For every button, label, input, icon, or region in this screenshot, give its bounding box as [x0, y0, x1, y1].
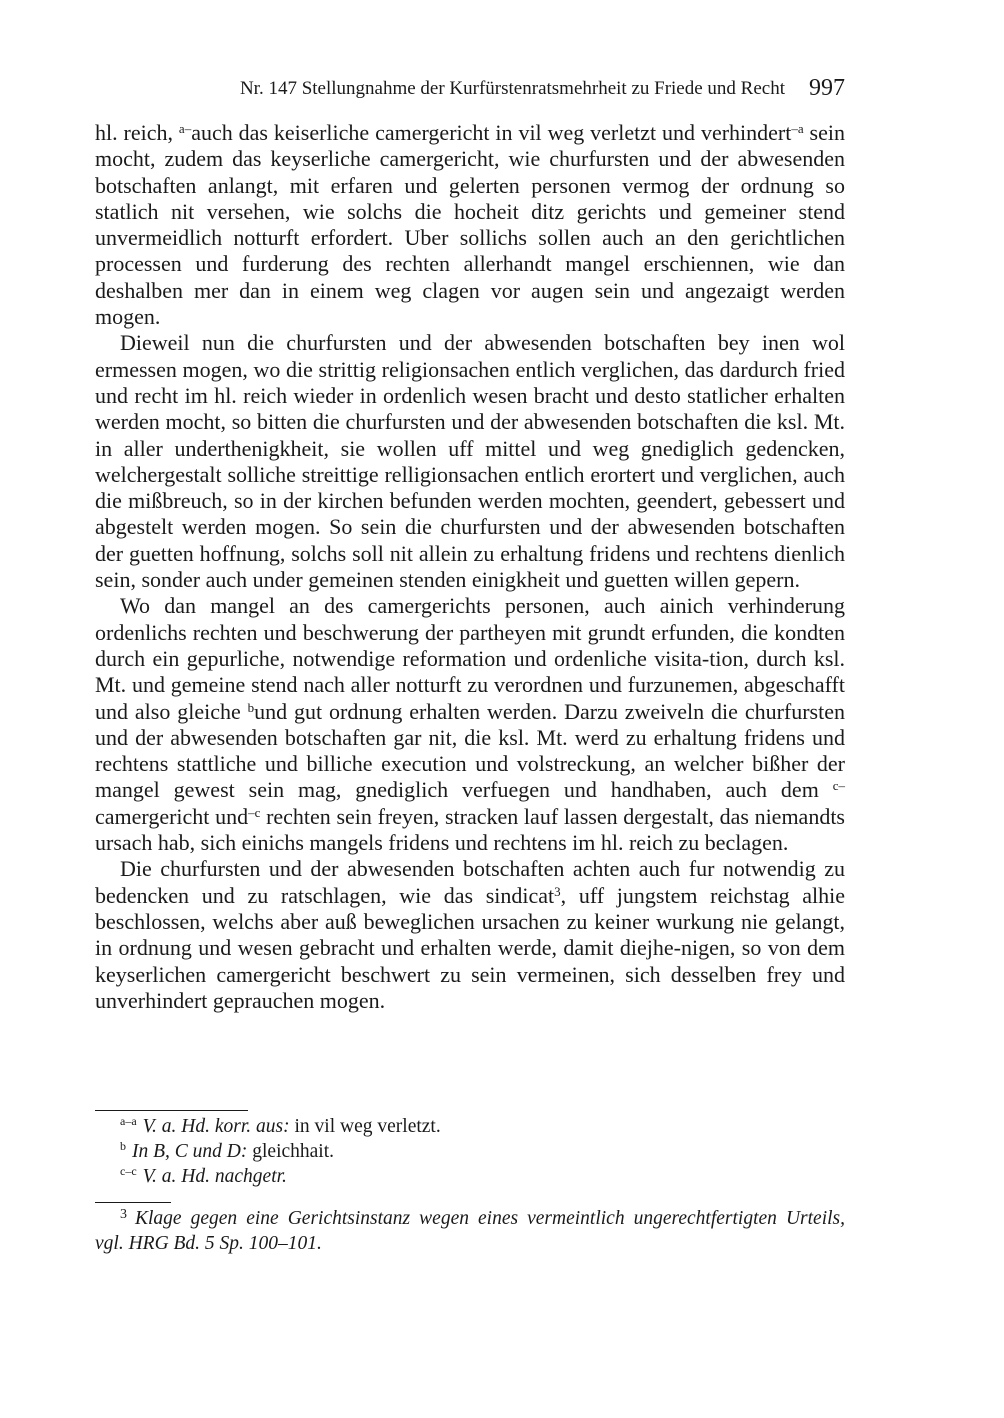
- apparatus-note-editorial: In B, C und D:: [132, 1141, 248, 1162]
- paragraph-3-text-a: Wo dan mangel an des camergerichts personen, auch ainich verhinderung ordenlichs rechten und beschwerung der partheyen mit grundt erfunden, die kondten durch ein gepurliche, notwendige reformation und ordenliche visita-tion, durch ksl. Mt. und gemeine stend nach aller notturft zu verordnen und furzunemen, abgeschafft und also gleiche: [95, 593, 845, 724]
- running-head: [95, 75, 845, 101]
- apparatus-marker-c-open: c–: [832, 778, 845, 794]
- paragraph-3-text-b: und gut ordnung erhalten werden. Darzu zweiveln die churfursten und der abwesenden botschaften gar nit, die ksl. Mt. werd zu erhaltung fridens und rechtens stattliche und billiche execution und volstreckung, an welcher bißher der mangel gewest sein mag, gnediglich verfuegen und handhaben, auch dem: [95, 698, 845, 803]
- paragraph-3-text-c: camergericht und: [95, 803, 249, 829]
- apparatus-note: [95, 1164, 845, 1189]
- apparatus-marker-a-open: a–: [178, 121, 192, 136]
- apparatus-note-editorial: V. a. Hd. korr. aus:: [142, 1116, 290, 1137]
- commentary-notes: [95, 1206, 845, 1256]
- apparatus-marker-a-close: –a: [791, 121, 804, 136]
- paragraph-1-text-b: auch das keiserliche camergericht in vil weg verletzt und verhindert: [191, 120, 792, 145]
- paragraph-3-text-d: rechten sein freyen, stracken lauf lassen dergestalt, das niemandts ursach hab, sich einichs mangels fridens und rechtens im hl. reich zu beclagen.: [95, 803, 845, 856]
- apparatus-note-text: in vil weg verletzt.: [289, 1116, 441, 1137]
- commentary-note-text: Klage gegen eine Gerichtsinstanz wegen eines vermeintlich ungerechtfertigten Urteils, vgl. HRG Bd. 5 Sp. 100–101.: [95, 1208, 845, 1254]
- paragraph-1: [95, 120, 845, 330]
- paragraph-2: Dieweil nun die churfursten und der abwesenden botschaften bey inen wol ermessen mogen, wo die strittig religionsachen entlich verglichen, das dardurch fried und recht im hl. reich wieder in ordenlich wesen bracht und desto statlicher erhalten werden mocht, so bitten die churfursten und der abwesenden botschaften die ksl. Mt. in aller underthenigkheit, sie wollen uff mittel und weg gnediglich gedencken, welchergestalt solliche streittige relligionsachen entlich erortert und verglichen, auch die mißbreuch, so in der kirchen befunden werden mochten, geendert, gebessert und abgestelt werden mogen. So sein die churfursten und der abwesenden botschaften der guetten hoffnung, solchs soll nit allein zu erhaltung fridens und rechtens dienlich sein, sonder auch under gemeinen stenden einigkheit und guetten willen gepern.: [95, 330, 845, 593]
- page-number: 997: [809, 75, 845, 101]
- apparatus-note-editorial: V. a. Hd. nachgetr.: [142, 1166, 287, 1187]
- apparatus-note-text: gleichhait.: [247, 1141, 335, 1162]
- apparatus-note: [95, 1114, 845, 1139]
- paragraph-1-text-c: sein mocht, zudem das keyserliche camergericht, wie churfursten und der abwesenden botschaften anlangt, mit erfaren und gelerten personen vermog der ordnung so statlich nit versehen, wie solchs die hocheit ditz gerichts und gemeiner stend unvermeidlich notturft erfordert. Uber sollichs sollen auch an den gerichtlichen processen und furderung des rechten allerhandt mangel erschiennen, wie dan deshalben mer dan in einem weg clagen vor augen sein und angezaigt werden mogen.: [95, 120, 845, 330]
- footnote-divider: [95, 1110, 248, 1111]
- apparatus-note-marker: c–c: [120, 1164, 137, 1178]
- apparatus-note-marker: b: [120, 1139, 126, 1153]
- apparatus-note-marker: a–a: [120, 1114, 137, 1128]
- apparatus-note: [95, 1139, 845, 1164]
- textual-apparatus: [95, 1114, 845, 1189]
- paragraph-4: [95, 856, 845, 1014]
- paragraph-4-text-a: Die churfursten und der abwesenden botschaften achten auch fur notwendig zu bedencken und zu ratschlagen, wie das sindicat: [95, 856, 845, 908]
- paragraph-4-text-b: , uff jungstem reichstag alhie beschlossen, welchs aber auß beweglichen ursachen zu keiner wurkung nie gelangt, in ordnung und wesen gebracht und erhalten werde, damit diejhe-nigen, so von dem keyserlichen camergericht beschwert zu sein vermeinen, sich desselben frey und unverhindert geprauchen mogen.: [95, 882, 846, 1013]
- body-text: [95, 120, 845, 1014]
- paragraph-3: [95, 593, 845, 856]
- commentary-note: [95, 1206, 845, 1256]
- apparatus-marker-b: b: [247, 699, 255, 715]
- commentary-divider: [95, 1202, 171, 1203]
- commentary-note-number: 3: [120, 1207, 127, 1222]
- paragraph-1-text-a: hl. reich,: [95, 120, 179, 145]
- running-title: Nr. 147 Stellungnahme der Kurfürstenratsmehrheit zu Friede und Recht: [239, 78, 785, 99]
- footnote-reference-3: 3: [554, 883, 561, 899]
- apparatus-marker-c-close: –c: [248, 804, 261, 820]
